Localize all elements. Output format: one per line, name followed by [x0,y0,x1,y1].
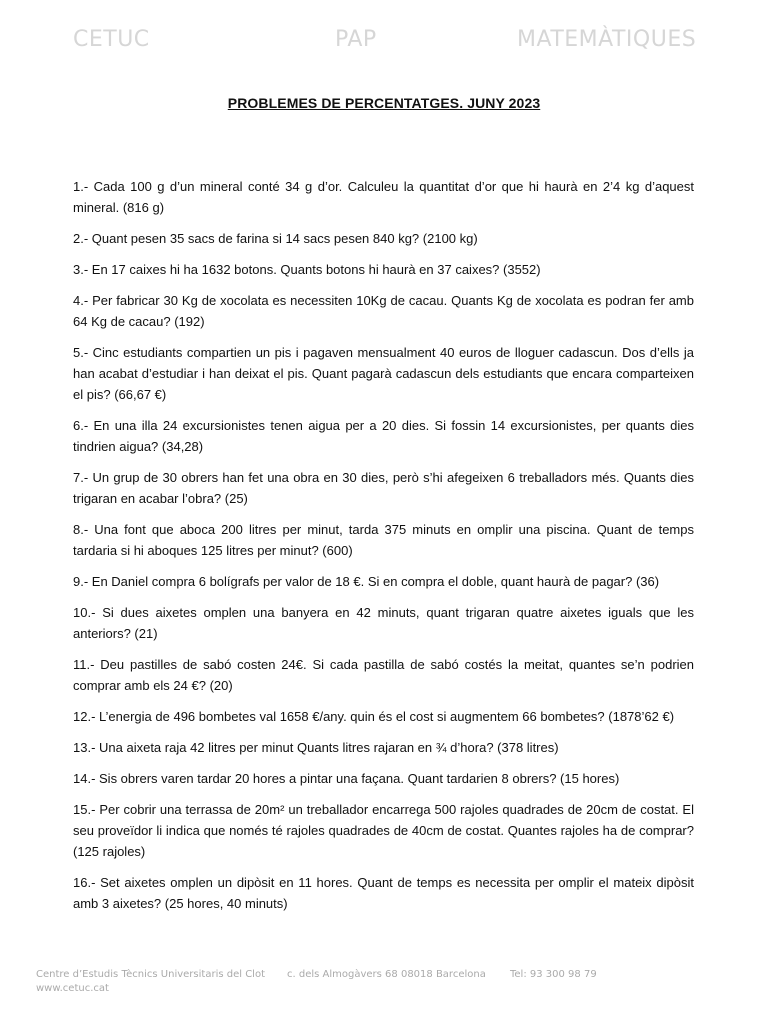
problem-item: 16.- Set aixetes omplen un dipòsit en 11 hores. Quant de temps es necessita per omplir el mateix dipòsit amb 3 aixetes? (25 hores, 40 minuts) [73,875,694,911]
problem-item: 4.- Per fabricar 30 Kg de xocolata es necessiten 10Kg de cacau. Quants Kg de xocolata es podran fer amb 64 Kg de cacau? (192) [73,293,694,329]
footer-organization: Centre d’Estudis Tècnics Universitaris del Clot [36,969,265,980]
problem-item: 1.- Cada 100 g d’un mineral conté 34 g d’or. Calculeu la quantitat d’or que hi haurà en 2’4 kg d’aquest mineral. (816 g) [73,179,694,215]
problem-item: 12.- L’energia de 496 bombetes val 1658 €/any. quin és el cost si augmentem 66 bombetes? (1878’62 €) [73,709,675,724]
problem-item: 6.- En una illa 24 excursionistes tenen aigua per a 20 dies. Si fossin 14 excursionistes, per quants dies tindrien aigua? (34,28) [73,418,694,454]
problem-item: 3.- En 17 caixes hi ha 1632 botons. Quants botons hi haurà en 37 caixes? (3552) [73,262,541,277]
footer-address: c. dels Almogàvers 68 08018 Barcelona [287,969,486,980]
header-right-subject: MATEMÀTIQUES [517,27,697,52]
problem-item: 15.- Per cobrir una terrassa de 20m² un treballador encarrega 500 rajoles quadrades de 20cm de costat. El seu proveïdor li indica que només té rajoles quadrades de 40cm de costat. Quantes rajoles ha de comprar? (125 rajoles) [73,802,694,859]
problem-item: 13.- Una aixeta raja 42 litres per minut Quants litres rajaran en ¾ d’hora? (378 litres) [73,740,559,755]
footer-website-link[interactable]: www.cetuc.cat [36,983,109,994]
header-left-cetuc: CETUC [73,27,150,52]
problem-item: 10.- Si dues aixetes omplen una banyera en 42 minuts, quant trigaran quatre aixetes iguals que les anteriors? (21) [73,605,694,641]
header-center-pap: PAP [335,27,377,52]
problem-item: 11.- Deu pastilles de sabó costen 24€. Si cada pastilla de sabó costés la meitat, quantes se’n podrien comprar amb els 24 €? (20) [73,657,694,693]
problem-item: 5.- Cinc estudiants compartien un pis i pagaven mensualment 40 euros de lloguer cadascun. Dos d’ells ja han acabat d’estudiar i han deixat el pis. Quant pagarà cadascun dels estudiants que encara comparteixen el pis? (66,67 €) [73,345,694,402]
page-footer [36,968,696,996]
problem-list [73,176,694,924]
problem-item: 8.- Una font que aboca 200 litres per minut, tarda 375 minuts en omplir una piscina. Quant de temps tardaria si hi aboques 125 litres per minut? (600) [73,522,694,558]
problem-item: 14.- Sis obrers varen tardar 20 hores a pintar una façana. Quant tardarien 8 obrers? (15 hores) [73,771,620,786]
problem-item: 7.- Un grup de 30 obrers han fet una obra en 30 dies, però s’hi afegeixen 6 treballadors més. Quants dies trigaran en acabar l’obra? (25) [73,470,694,506]
document-title: PROBLEMES DE PERCENTATGES. JUNY 2023 [227,95,541,111]
problem-item: 2.- Quant pesen 35 sacs de farina si 14 sacs pesen 840 kg? (2100 kg) [73,231,478,246]
problem-item: 9.- En Daniel compra 6 bolígrafs per valor de 18 €. Si en compra el doble, quant haurà de pagar? (36) [73,574,660,589]
footer-phone: Tel: 93 300 98 79 [510,969,597,980]
